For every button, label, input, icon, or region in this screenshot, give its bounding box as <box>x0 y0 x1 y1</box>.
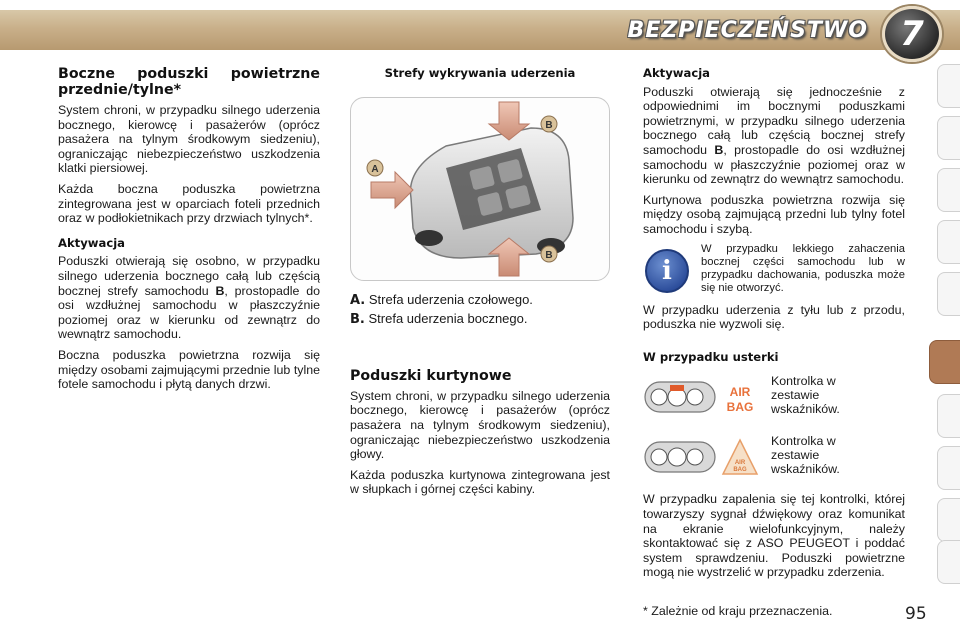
side-airbags-deployment: Boczna poduszka powietrzna rozwija się między osobami zajmującymi przednie lub tylne fotele samochodu i płytą danych drzwi. <box>58 347 320 392</box>
legend-text: Strefa uderzenia czołowego. <box>368 291 533 307</box>
rear-impact-note: W przypadku uderzenia z tyłu lub z przodu, poduszka nie wyzwoli się. <box>643 302 905 332</box>
legend-item-a <box>350 293 610 309</box>
info-note <box>643 243 905 295</box>
airbag-warning-indicator <box>643 372 905 422</box>
legend-text: Strefa uderzenia bocznego. <box>368 311 528 327</box>
curtain-activation-text <box>643 85 905 187</box>
instrument-cluster-icon <box>643 372 763 422</box>
page-number: 95 <box>905 604 927 624</box>
zone-reference: B <box>714 142 724 157</box>
activation-text: , prostopadle do osi wzdłużnej samochodu w płaszczyźnie poziomej oraz w kierunku od zewnątrz do wewnątrz samochodu. <box>643 142 905 187</box>
zone-reference: B <box>215 283 225 298</box>
middle-column <box>350 66 610 503</box>
chapter-number-badge: 7 <box>882 6 942 62</box>
fault-heading: W przypadku usterki <box>643 349 779 364</box>
passenger-airbag-indicator <box>643 432 905 482</box>
car-top-view-illustration <box>351 98 609 280</box>
curtain-airbags-heading: Poduszki kurtynowe <box>350 367 512 384</box>
indicator-label: Kontrolka w zestawie wskaźników. <box>771 434 840 477</box>
legend-key: B. <box>350 312 365 328</box>
detection-zones-title: Strefy wykrywania uderzenia <box>384 66 576 80</box>
chapter-tab[interactable] <box>937 394 960 438</box>
activation-text: Poduszki otwierają się jednocześnie z odpowiednimi im bocznymi poduszkami powietrznymi, w przypadku silnego uderzenia bocznego całą lub częścią bocznej strefy samochodu <box>643 84 905 157</box>
activation-heading: Aktywacja <box>58 235 125 250</box>
chapter-tabs <box>930 64 960 584</box>
svg-text:BAG: BAG <box>726 400 754 415</box>
info-icon: i <box>645 249 689 293</box>
side-airbags-intro: System chroni, w przypadku silnego uderzenia bocznego, kierowcę i pasażerów (oprócz pasażera na tylnym środkowym siedzeniu), ograniczając niebezpieczeństwo uszkodzenia klatki piersiowej. <box>58 103 320 176</box>
left-column <box>58 66 320 398</box>
chapter-tab[interactable] <box>937 446 960 490</box>
chapter-title: BEZPIECZEŃSTWO <box>627 18 868 43</box>
front-impact-arrow <box>371 172 413 208</box>
activation-text: , prostopadle do osi wzdłużnej samochodu w płaszczyźnie poziomej oraz w kierunku od zewnątrz do wewnątrz samochodu. <box>58 283 320 342</box>
chapter-tab[interactable] <box>937 64 960 108</box>
page-header <box>0 0 960 60</box>
impact-zones-diagram <box>350 97 610 281</box>
chapter-tab-active[interactable] <box>929 340 960 384</box>
indicator-label: Kontrolka w zestawie wskaźników. <box>771 374 840 417</box>
side-airbags-heading: Boczne poduszki powietrzne przednie/tylne* <box>58 66 320 98</box>
zone-b-label: B <box>545 249 553 261</box>
side-airbags-activation <box>58 254 320 342</box>
chapter-tab[interactable] <box>937 220 960 264</box>
svg-text:BAG: BAG <box>733 467 747 474</box>
zone-b-label: B <box>545 119 553 131</box>
chapter-tab[interactable] <box>937 168 960 212</box>
info-note-text: W przypadku lekkiego zahaczenia bocznej części samochodu lub w przypadku dachowania, poduszka może się nie otworzyć. <box>701 242 905 294</box>
chapter-tab[interactable] <box>937 540 960 584</box>
car-body <box>410 128 573 258</box>
legend-item-b <box>350 312 610 328</box>
side-airbags-location: Każda boczna poduszka powietrzna zintegrowana jest w oparciach foteli przednich oraz w podłokietnikach przy drzwiach tylnych*. <box>58 181 320 226</box>
zone-a-label: A <box>371 163 379 175</box>
footnote: * Zależnie od kraju przeznaczenia. <box>643 604 833 618</box>
curtain-airbags-intro: System chroni, w przypadku silnego uderzenia bocznego, kierowcę i pasażerów (oprócz pasażera na tylnym środkowym siedzeniu), ograniczając niebezpieczeństwo uszkodzenia głowy. <box>350 388 610 462</box>
activation-text: Poduszki otwierają się osobno, w przypadku silnego uderzenia bocznego całą lub częścią bocznej strefy samochodu <box>58 254 320 298</box>
instrument-cluster-icon <box>643 432 763 482</box>
airbag-warning-text: AIR <box>729 385 751 400</box>
chapter-tab[interactable] <box>937 272 960 316</box>
curtain-airbags-location: Każda poduszka kurtynowa zintegrowana jest w słupkach i górnej części kabiny. <box>350 467 610 497</box>
legend-key: A. <box>350 292 366 308</box>
chapter-tab[interactable] <box>937 498 960 542</box>
chapter-tab[interactable] <box>937 116 960 160</box>
curtain-activation-heading: Aktywacja <box>643 66 710 80</box>
right-column <box>643 66 905 586</box>
svg-text:AIR: AIR <box>734 460 746 467</box>
curtain-deployment-note: Kurtynowa poduszka powietrzna rozwija się między osobą zajmującą przedni lub tylny fotel samochodu i szybą. <box>643 192 905 236</box>
fault-instructions: W przypadku zapalenia się tej kontrolki, której towarzyszy sygnał dźwiękowy oraz komunikat na ekranie wielofunkcyjnym, należy skontaktować się z ASO PEUGEOT i poddać system sprawdzeniu. Poduszki powietrzne mogą nie wystrzelić w przypadku zderzenia. <box>643 492 905 580</box>
